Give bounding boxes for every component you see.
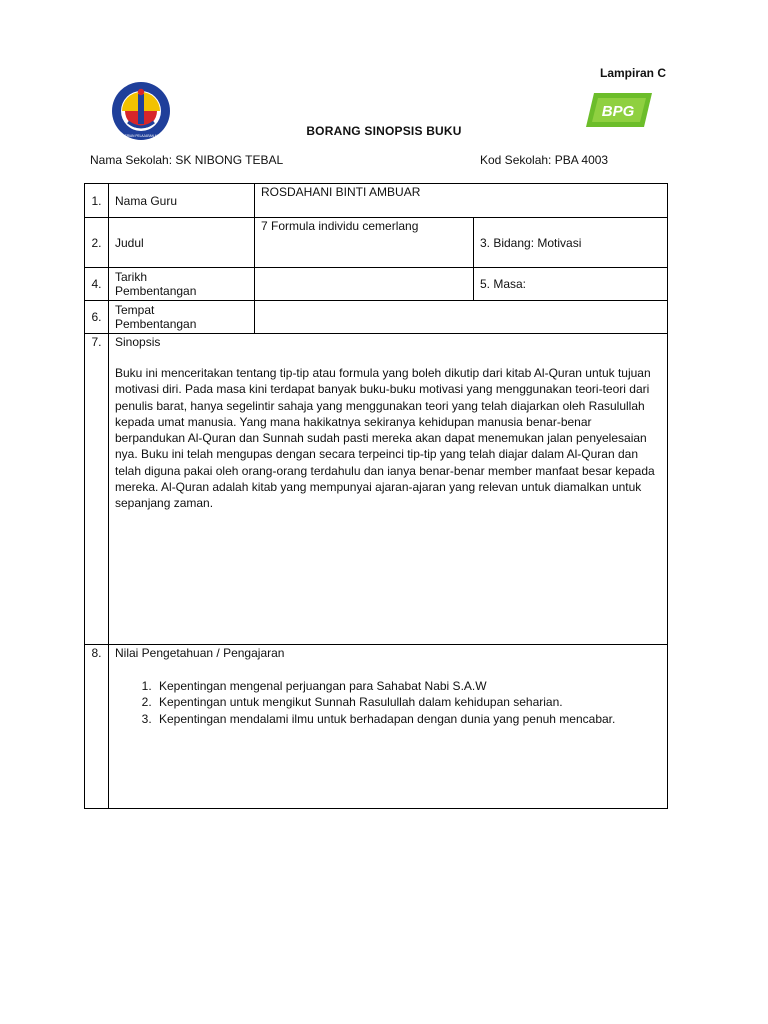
list-item: 1. Kepentingan mengenal perjuangan para Sahabat Nabi S.A.W xyxy=(155,678,667,694)
list-item: 2. Kepentingan untuk mengikut Sunnah Rasulullah dalam kehidupan seharian. xyxy=(155,694,667,710)
lampiran-label: Lampiran C xyxy=(600,66,667,80)
label-tarikh: Tarikh Pembentangan xyxy=(109,268,255,301)
row-number: 8. xyxy=(85,645,109,809)
synopsis-form-table xyxy=(84,183,668,809)
row-number: 1. xyxy=(85,184,109,218)
row-tarikh xyxy=(85,268,668,301)
bpg-logo-text: BPG xyxy=(601,103,635,120)
row-judul xyxy=(85,218,668,268)
value-judul: 7 Formula individu cemerlang xyxy=(255,218,474,268)
school-name: Nama Sekolah: SK NIBONG TEBAL xyxy=(90,153,284,167)
nilai-list xyxy=(109,678,667,727)
label-judul: Judul xyxy=(109,218,255,268)
ministry-logo-text: KEMENTERIAN PELAJARAN MALAYSIA xyxy=(111,134,171,138)
row-number: 6. xyxy=(85,301,109,334)
nilai-cell xyxy=(109,645,668,809)
row-number: 4. xyxy=(85,268,109,301)
row-tempat xyxy=(85,301,668,334)
sinopsis-cell xyxy=(109,334,668,645)
row-number: 7. xyxy=(85,334,109,645)
form-title: BORANG SINOPSIS BUKU xyxy=(306,124,462,138)
school-code: Kod Sekolah: PBA 4003 xyxy=(480,153,609,167)
bidang-cell: 3. Bidang: Motivasi xyxy=(474,218,668,268)
value-tarikh xyxy=(255,268,474,301)
nilai-label: Nilai Pengetahuan / Pengajaran xyxy=(115,646,285,660)
value-nama-guru: ROSDAHANI BINTI AMBUAR xyxy=(255,184,668,218)
value-tempat xyxy=(255,301,668,334)
sinopsis-label: Sinopsis xyxy=(115,335,161,349)
masa-cell: 5. Masa: xyxy=(474,268,668,301)
list-item: 3. Kepentingan mendalami ilmu untuk berhadapan dengan dunia yang penuh mencabar. xyxy=(155,711,667,727)
row-number: 2. xyxy=(85,218,109,268)
row-sinopsis xyxy=(85,334,668,645)
row-nama-guru xyxy=(85,184,668,218)
label-tempat: Tempat Pembentangan xyxy=(109,301,255,334)
label-nama-guru: Nama Guru xyxy=(109,184,255,218)
row-nilai xyxy=(85,645,668,809)
sinopsis-text: Buku ini menceritakan tentang tip-tip atau formula yang boleh dikutip dari kitab Al-Quran untuk tujuan motivasi diri. Pada masa kini terdapat banyak buku-buku motivasi yang menggunakan teori-teori dari penulis barat, hanya segelintir sahaja yang menggunakan teori yang telah diajarkan oleh Rasulullah kepada umat manusia. Yang mana hakikatnya sekiranya kehidupan manusia benar-benar berpandukan Al-Quran dan Sunnah sudah pasti mereka akan dapat menemukan jalan penyelesaian nya. Buku ini telah mengupas dengan secara terpeinci tip-tip yang telah diajar dalam Al-Quran dan telah diguna pakai oleh orang-orang terdahulu dan ianya benar-benar member manfaat besar kepada mereka. Al-Quran adalah kitab yang mempunyai ajaran-ajaran yang relevan untuk diamalkan untuk sepanjang zaman. xyxy=(115,366,655,511)
